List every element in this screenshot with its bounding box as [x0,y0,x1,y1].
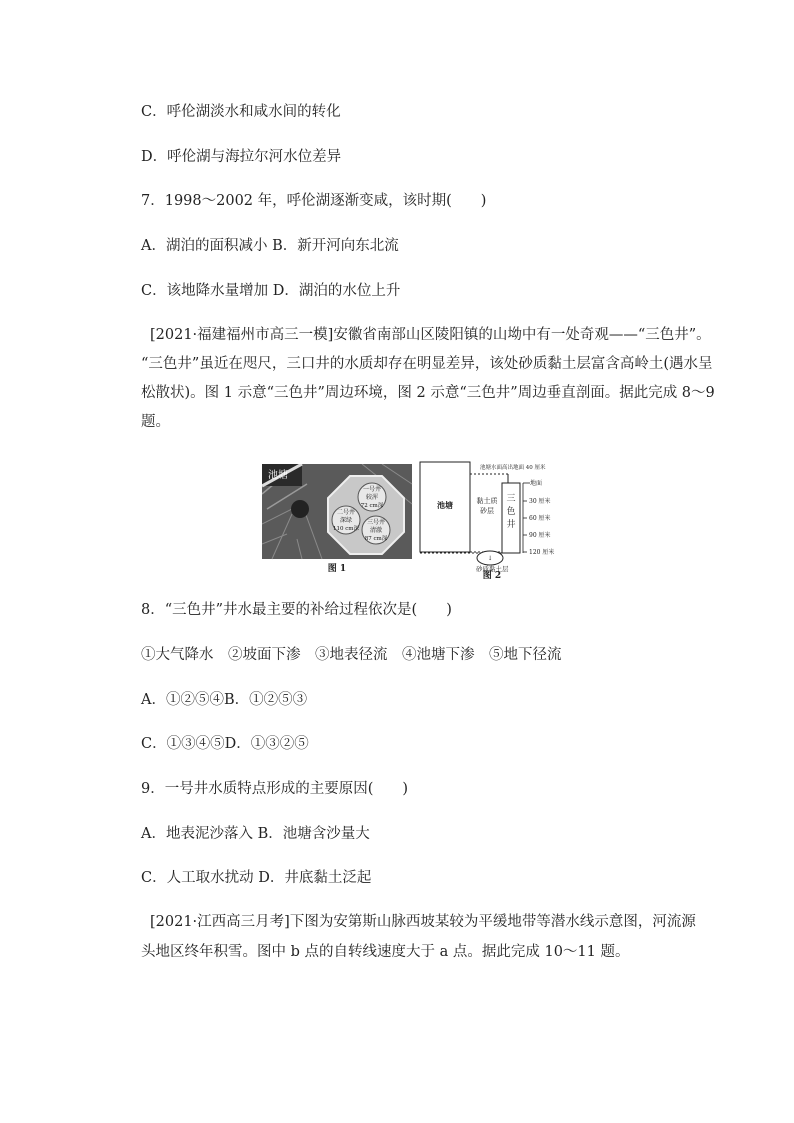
fig2-clay-label-2: 砂层 [480,507,494,515]
well3-depth: 87 cm深 [364,536,388,542]
passage2-line2: 头地区终年积雪。图中 b 点的自转线速度大于 a 点。据此完成 10～11 题。 [141,944,630,960]
q6-option-c: C．呼伦湖淡水和咸水间的转化 [141,104,341,120]
passage1-line3: 松散状)。图 1 示意“三色井”周边环境，图 2 示意“三色井”周边垂直剖面。据此完成 8～9 [141,385,715,401]
well1-depth: 72 cm深 [360,503,384,509]
figure-1-caption: 图 1 [327,564,347,574]
q8-items: ①大气降水 ②坡面下渗 ③地表径流 ④池塘下渗 ⑤地下径流 [141,647,562,663]
fig2-well-char-2: 色 [506,507,516,517]
q8-options-ab: A．①②⑤④B．①②⑤③ [141,692,308,708]
passage1-line1: [2021·福建福州市高三一模]安徽省南部山区陵阳镇的山坳中有一处奇观——“三色井”。 [150,327,711,343]
figure-1 [262,464,417,574]
well3-name: 三号井 [366,519,386,526]
well1-quality: 较浑 [365,494,379,501]
well3-quality: 清澈 [369,527,383,534]
q7-stem: 7．1998～2002 年，呼伦湖逐渐变咸，该时期( ) [141,193,487,209]
fig2-depth-90: 90 厘米 [529,532,551,539]
passage2-line1: [2021·江西高三月考]下图为安第斯山脉西坡某较为平缓地带等潜水线示意图，河流源 [150,914,696,930]
svg-text:↓: ↓ [487,555,493,562]
fig1-pond-label: 池塘 [268,470,288,481]
fig2-ground-label: 地面 [530,480,543,487]
figure-1-image [262,464,417,574]
fig2-clay-label-1: 黏土质 [476,497,498,505]
q9-stem: 9．一号井水质特点形成的主要原因( ) [141,781,409,797]
fig2-well-char-1: 三 [506,494,516,504]
q9-options-ab: A．地表泥沙落入 B．池塘含沙量大 [141,826,370,842]
well2-quality: 深绿 [339,517,353,524]
q8-stem: 8．“三色井”井水最主要的补给过程依次是( ) [141,602,452,618]
passage1-line4: 题。 [141,414,170,430]
fig2-well-char-3: 井 [506,520,516,530]
q6-option-d: D．呼伦湖与海拉尔河水位差异 [141,149,342,165]
q7-options-ab: A．湖泊的面积减小 B．新开河向东北流 [141,238,399,254]
well2-depth: 110 cm深 [332,526,360,532]
fig2-pond-label: 池塘 [437,500,453,510]
well1-name: 一号井 [362,486,382,493]
q8-options-cd: C．①③④⑤D．①③②⑤ [141,736,309,752]
well2-name: 二号井 [336,509,356,516]
fig2-depth-120: 120 厘米 [529,549,555,556]
fig2-depth-30: 30 厘米 [529,498,551,505]
figure-2-caption: 图 2 [482,571,502,579]
figure-2-diagram [418,461,568,579]
q7-options-cd: C．该地降水量增加 D．湖泊的水位上升 [141,283,401,299]
fig2-depth-60: 60 厘米 [529,515,551,522]
passage1-line2: “三色井”虽近在咫尺，三口井的水质却存在明显差异，该处砂质黏土层富含高岭土(遇水呈 [141,356,713,372]
q9-options-cd: C．人工取水扰动 D．井底黏土泛起 [141,870,372,886]
fig2-bottom-layer: 砂质黏土层 [476,565,509,573]
figure-2 [418,461,568,579]
fig2-top-note: 池塘水面高出地面 40 厘米 [480,465,546,471]
